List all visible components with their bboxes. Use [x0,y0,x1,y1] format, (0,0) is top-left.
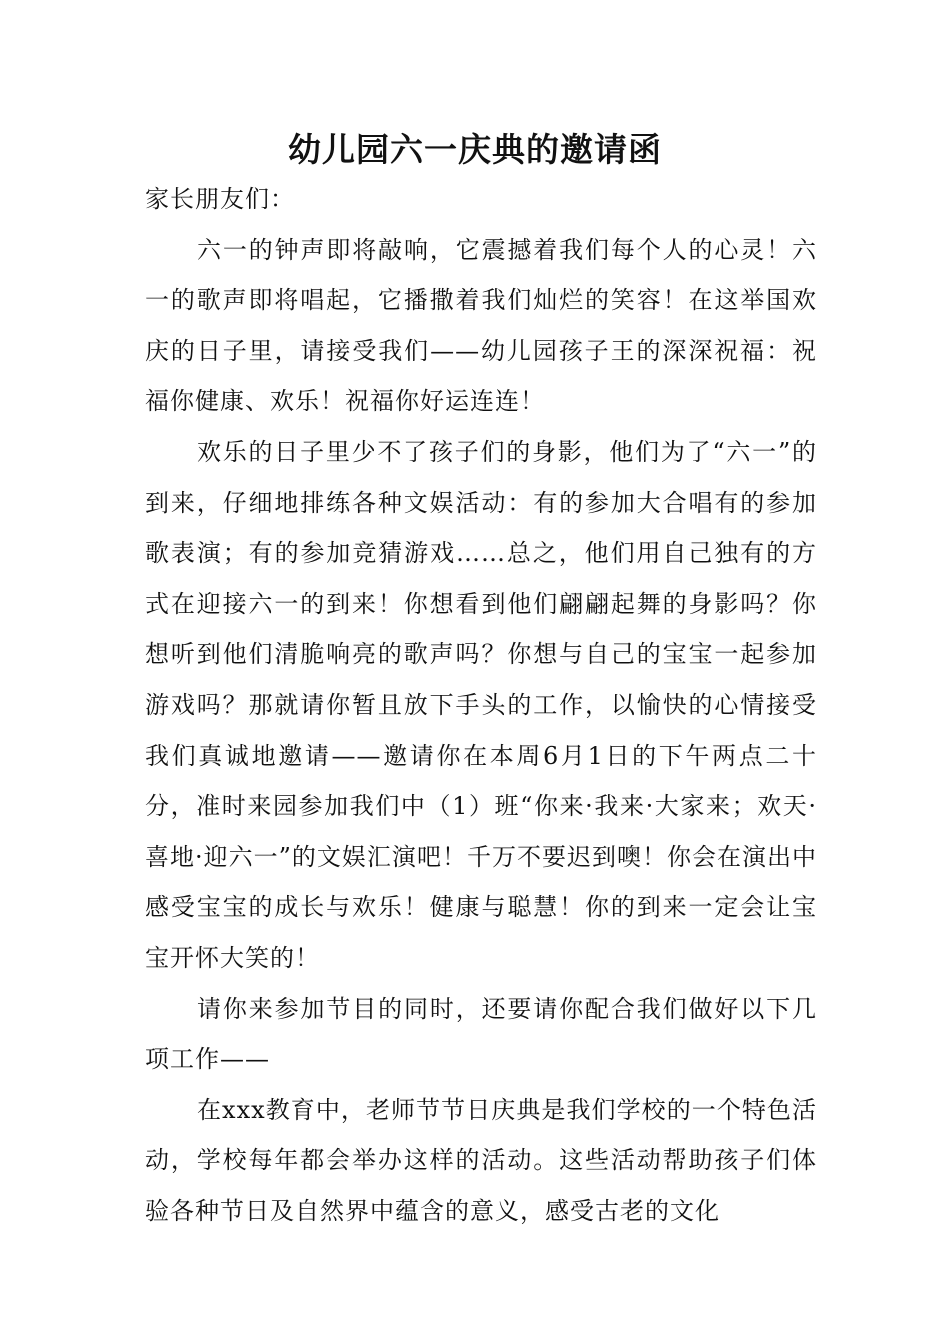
paragraph-1: 六一的钟声即将敲响，它震撼着我们每个人的心灵！六一的歌声即将唱起，它播撒着我们灿烂的笑容！在这举国欢庆的日子里，请接受我们——幼儿园孩子王的深深祝福：祝福你健康、欢乐！祝福你好运连连！ [145,235,817,416]
paragraph-3: 请你来参加节目的同时，还要请你配合我们做好以下几项工作—— [145,994,817,1074]
document-title: 幼儿园六一庆典的邀请函 [288,130,662,169]
paragraph-2: 欢乐的日子里少不了孩子们的身影，他们为了“六一”的到来，仔细地排练各种文娱活动：有的参加大合唱有的参加歌表演；有的参加竞猜游戏……总之，他们用自己独有的方式在迎接六一的到来！你想看到他们翩翩起舞的身影吗？你想听到他们清脆响亮的歌声吗？你想与自己的宝宝一起参加游戏吗？那就请你暂且放下手头的工作，以愉快的心情接受我们真诚地邀请——邀请你在本周6月1日的下午两点二十分，准时来园参加我们中（1）班“你来·我来·大家来；欢天·喜地·迎六一”的文娱汇演吧！千万不要迟到噢！你会在演出中感受宝宝的成长与欢乐！健康与聪慧！你的到来一定会让宝宝开怀大笑的！ [145,437,817,972]
document-body [145,174,817,1236]
paragraph-4: 在xxx教育中，老师节节日庆典是我们学校的一个特色活动，学校每年都会举办这样的活动。这些活动帮助孩子们体验各种节日及自然界中蕴含的意义，感受古老的文化 [145,1095,817,1225]
greeting: 家长朋友们： [145,185,295,213]
